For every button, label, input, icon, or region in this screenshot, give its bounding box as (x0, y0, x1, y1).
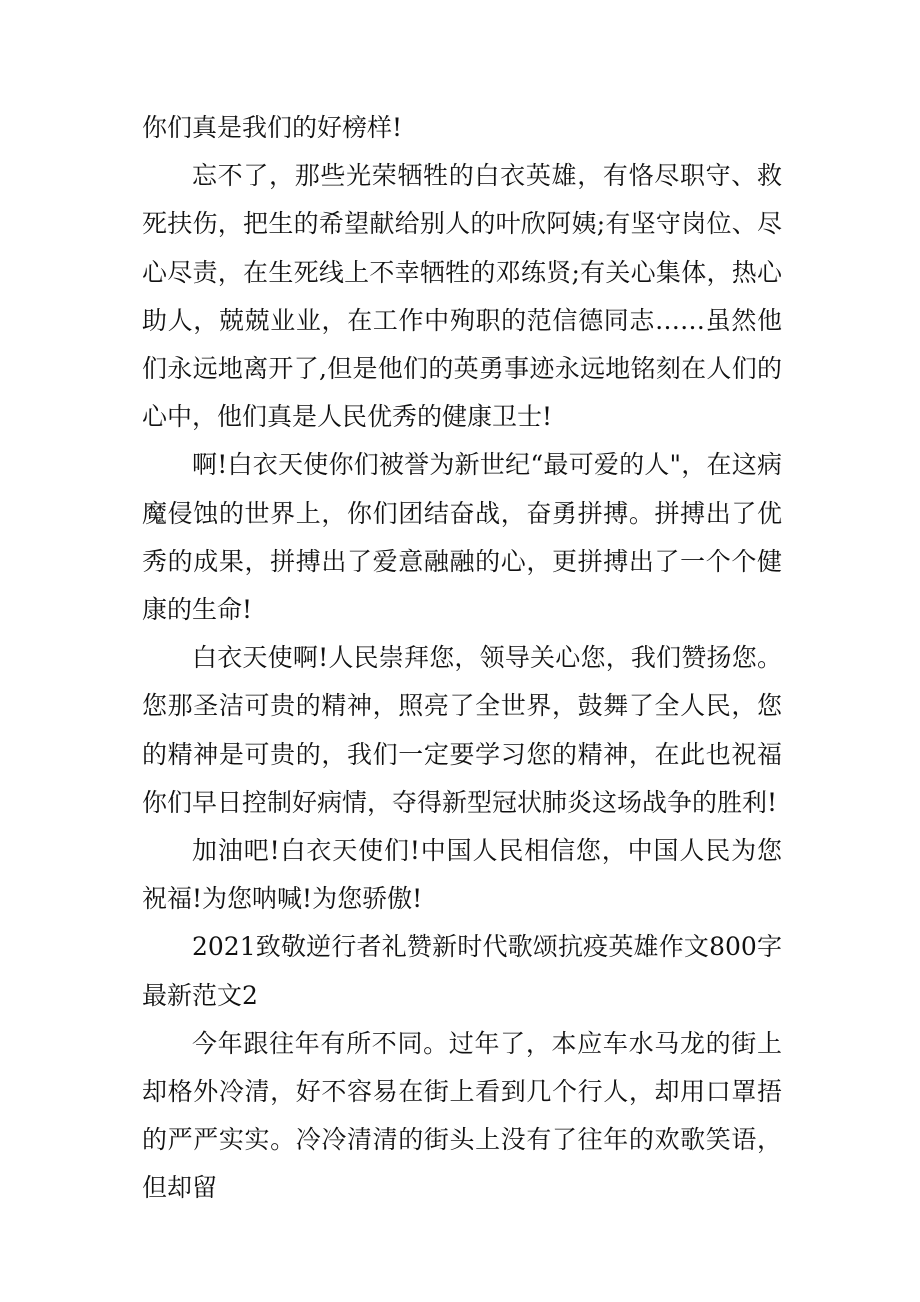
paragraph-people-admire: 白衣天使啊!人民崇拜您，领导关心您，我们赞扬您。您那圣洁可贵的精神，照亮了全世界，鼓舞了全人民，您的精神是可贵的，我们一定要学习您的精神，在此也祝福你们早日控制好病情，夺得新型冠状肺炎这场战争的胜利! (142, 643, 782, 817)
paragraph-angels-praise: 啊!白衣天使你们被誉为新世纪“最可爱的人"，在这病魔侵蚀的世界上，你们团结奋战，奋勇拼搏。拼搏出了优秀的成果，拼搏出了爱意融融的心，更拼搏出了一个个健康的生命! (142, 450, 782, 625)
section-heading: 2021致敬逆行者礼赞新时代歌颂抗疫英雄作文800字最新范文2 (142, 932, 782, 1010)
paragraph-encouragement: 加油吧!白衣天使们!中国人民相信您，中国人民为您祝福!为您呐喊!为您骄傲! (142, 836, 782, 914)
document-body (142, 104, 782, 1213)
paragraph-new-year: 今年跟往年有所不同。过年了，本应车水马龙的街上却格外冷清，好不容易在街上看到几个行人，却用口罩捂的严严实实。冷冷清清的街头上没有了往年的欢歌笑语，但却留 (142, 1028, 782, 1203)
paragraph-continuation: 你们真是我们的好榜样! (142, 113, 403, 142)
paragraph-remembering-heroes: 忘不了，那些光荣牺牲的白衣英雄，有恪尽职守、救死扶伤，把生的希望献给别人的叶欣阿姨;有坚守岗位、尽心尽责，在生死线上不幸牺牲的邓练贤;有关心集体，热心助人，兢兢业业，在工作中殉职的范信德同志……虽然他们永远地离开了,但是他们的英勇事迹永远地铭刻在人们的心中，他们真是人民优秀的健康卫士! (142, 161, 782, 432)
